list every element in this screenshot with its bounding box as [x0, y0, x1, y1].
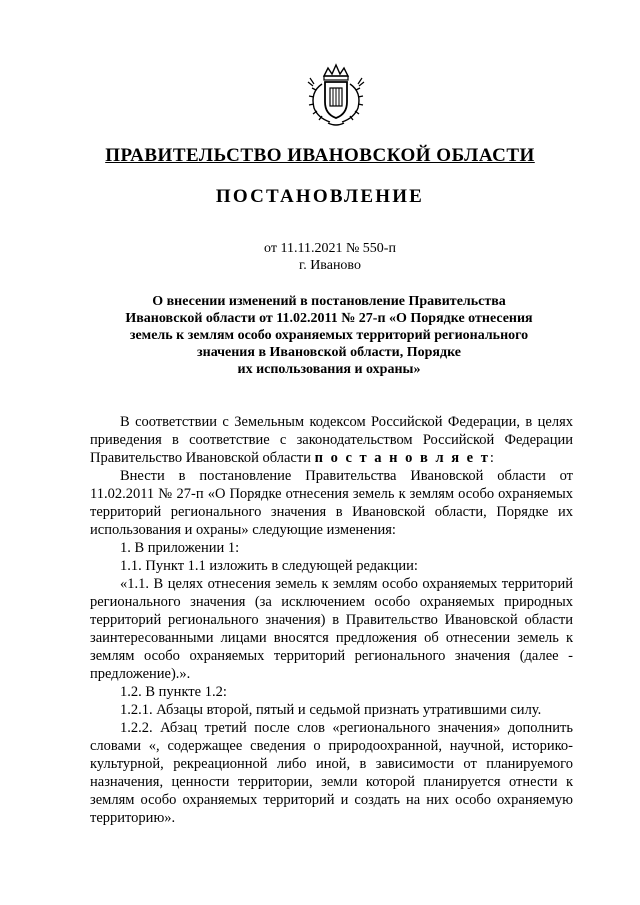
coat-of-arms-icon: [300, 62, 372, 128]
document-type: ПОСТАНОВЛЕНИЕ: [215, 186, 425, 207]
document-title: [94, 293, 564, 378]
paragraph-text: В соответствии с Земельным кодексом Российской Федерации, в целях приведения в соответствие с законодательством Российской Федерации Правительство Ивановской области: [90, 414, 573, 466]
title-line: земель к землям особо охраняемых территорий регионального: [129, 328, 529, 343]
city: г. Иваново: [299, 258, 361, 273]
paragraph-end: :: [489, 450, 494, 466]
title-line: Ивановской области от 11.02.2011 № 27-п «О Порядке отнесения: [125, 311, 533, 326]
title-line: значения в Ивановской области, Порядке: [197, 345, 461, 360]
document-body: [90, 413, 573, 827]
title-line: их использования и охраны»: [237, 362, 421, 377]
title-line: О внесении изменений в постановление Правительства: [152, 294, 506, 309]
paragraph: 1.2.2. Абзац третий после слов «регионального значения» дополнить словами «, содержащее сведения о природоохранной, научной, историко-культурной, рекреационной либо иной, в зависимости от планируемого назначения, ценности территории, земли которой планируется отнести к землям особо охраняемых территорий и создать на них особо охраняемую территорию».: [90, 720, 573, 826]
date-block: [232, 240, 428, 274]
paragraph: [90, 413, 573, 467]
paragraph: Внести в постановление Правительства Ивановской области от 11.02.2011 № 27-п «О Порядке отнесения земель к землям особо охраняемых территорий регионального значения в Ивановской области, Порядке их использования и охраны» следующие изменения:: [90, 468, 573, 538]
paragraph: 1.1. Пункт 1.1 изложить в следующей редакции:: [120, 558, 418, 574]
organization-name: ПРАВИТЕЛЬСТВО ИВАНОВСКОЙ ОБЛАСТИ: [105, 145, 535, 166]
paragraph: «1.1. В целях отнесения земель к землям особо охраняемых территорий регионального значения (за исключением особо охраняемых природных территорий регионального значения) в Правительство Ивановской области заинтересованными лицами вносятся предложения об отнесении земель к землям особо охраняемых территорий регионального значения (далее - предложение).».: [90, 576, 573, 682]
paragraph: 1. В приложении 1:: [120, 540, 240, 556]
paragraph: 1.2. В пункте 1.2:: [120, 684, 227, 700]
resolves-keyword: п о с т а н о в л я е т: [314, 450, 490, 466]
paragraph: 1.2.1. Абзацы второй, пятый и седьмой признать утратившими силу.: [120, 702, 542, 718]
date-number: от 11.11.2021 № 550-п: [264, 241, 396, 256]
